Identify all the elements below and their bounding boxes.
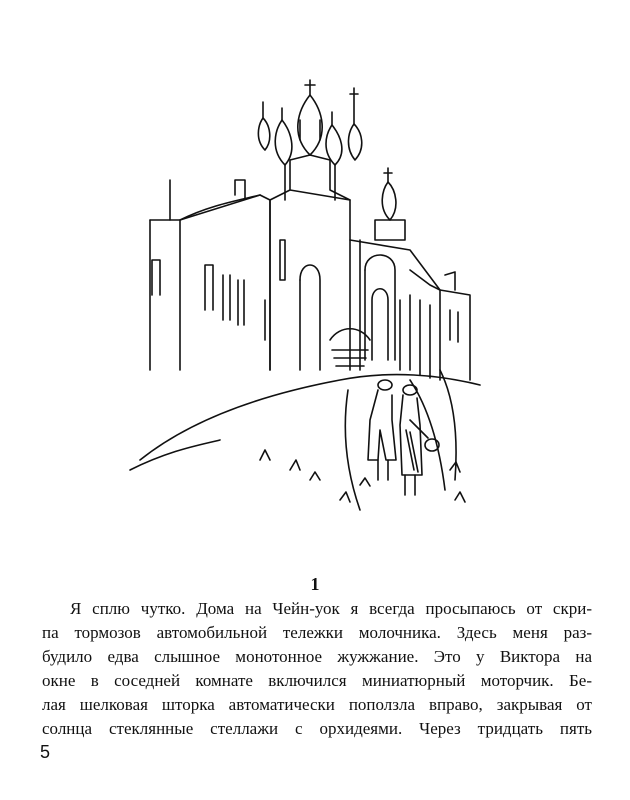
chapter-number: 1 [310,574,320,594]
church-street-sketch-illustration [110,40,510,520]
text-line: солнца стеклянные стеллажи с орхидеями. Через тридцать пять [42,719,592,738]
body-text [42,597,592,741]
page-number: 5 [40,742,51,762]
text-line: окне в соседней комнате включился миниатюрный моторчик. Бе- [42,671,592,690]
text-line: Я сплю чутко. Дома на Чейн-уок я всегда просыпаюсь от скри- [70,599,592,618]
text-line: будило едва слышное монотонное жужжание. Это у Виктора на [42,647,592,666]
text-line: лая шелковая шторка автоматически поползла вправо, закрывая от [42,695,592,714]
text-line: па тормозов автомобильной тележки молочника. Здесь меня раз- [42,623,592,642]
